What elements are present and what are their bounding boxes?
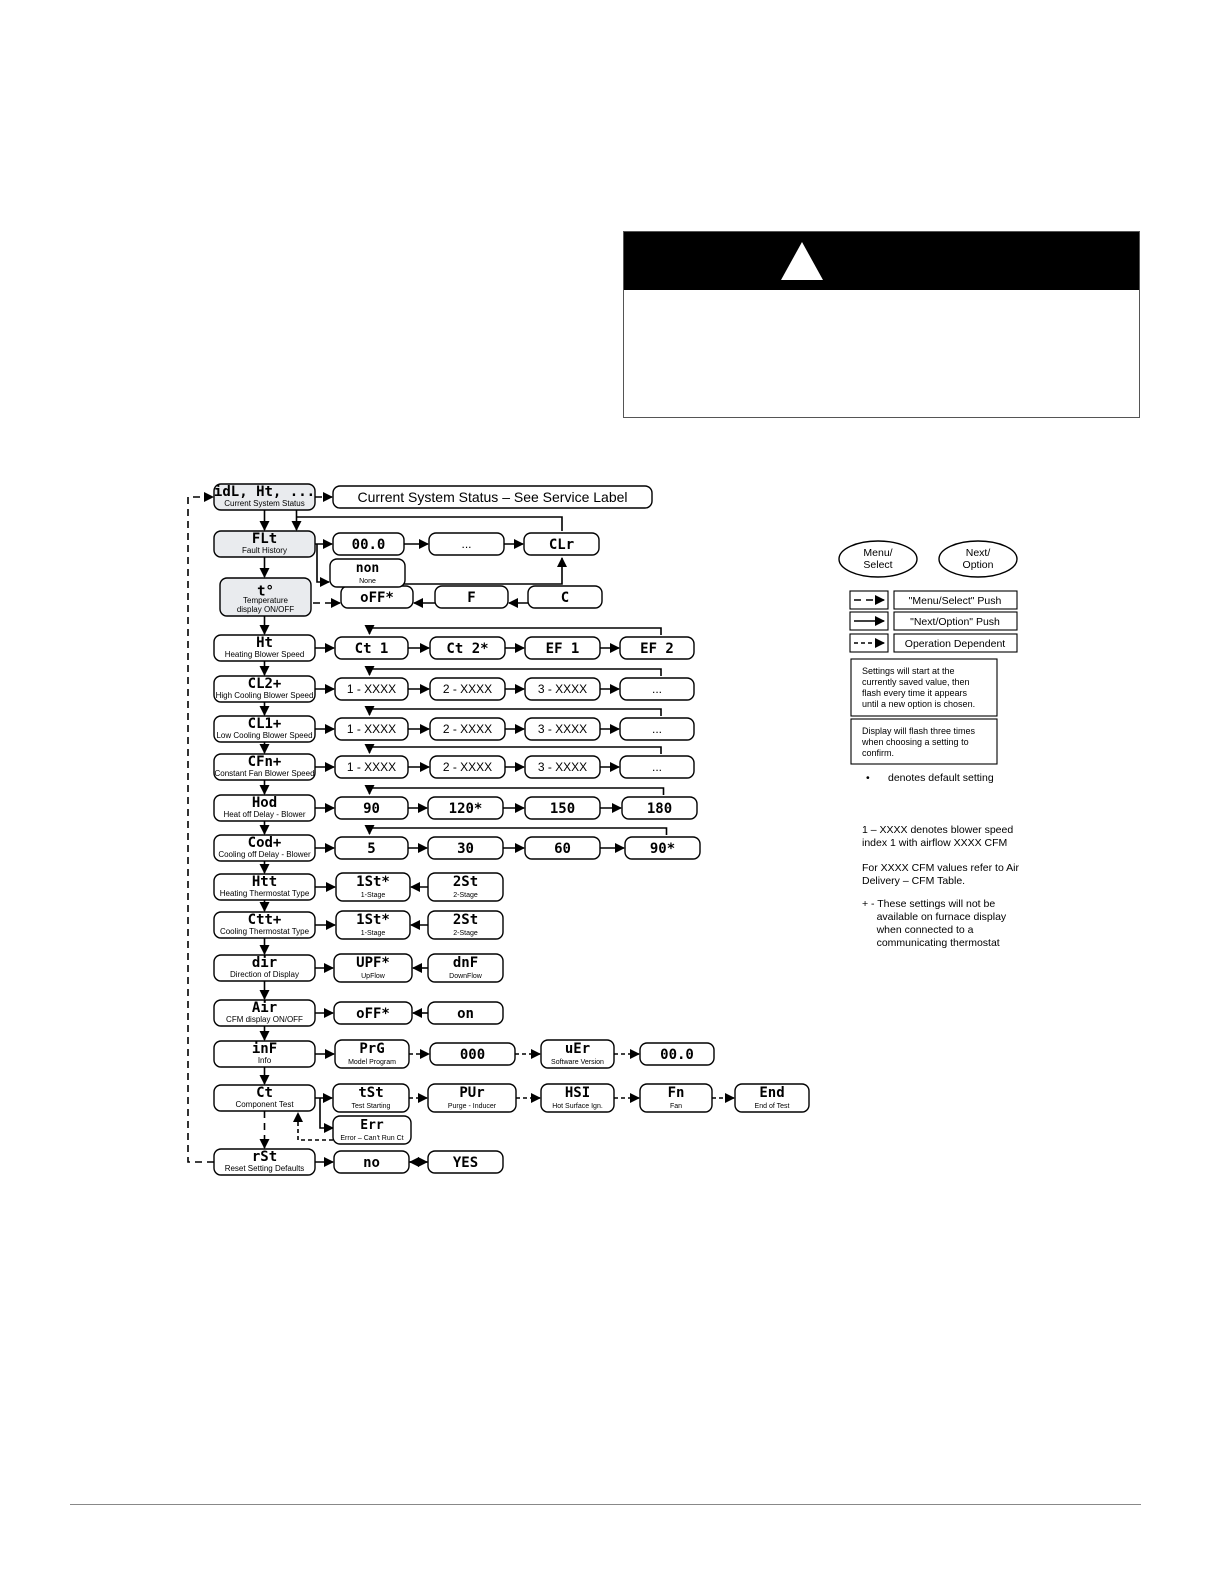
- option-node-r15-c4: [640, 1084, 712, 1112]
- menu-node-12: [214, 955, 315, 981]
- note-flash-saved: [851, 659, 997, 716]
- option-node-r14-c1-code: PrG: [359, 1040, 385, 1057]
- option-node-r11-c2: [428, 911, 503, 939]
- option-node-r13-c2-code: on: [457, 1005, 474, 1022]
- option-node-r14-c4-code: 00.0: [660, 1046, 694, 1063]
- menu-node-11-code: Ctt+: [247, 911, 282, 928]
- option-node-none-code: non: [355, 560, 380, 576]
- flow-arrow: [370, 828, 667, 835]
- legend-dashed: [850, 591, 1017, 609]
- option-node-r3-c2-code: F: [467, 589, 476, 606]
- plus-note: + - These settings will not be: [862, 898, 996, 910]
- option-node-r15-c5-label: End of Test: [754, 1103, 790, 1110]
- option-node-r7-c1-code: 1 - XXXX: [346, 760, 397, 775]
- menu-node-7-code: CFn+: [247, 753, 282, 770]
- next-option-button: [939, 541, 1017, 577]
- option-node-r2-c3: [524, 533, 599, 555]
- menu-node-4-code: Ht: [256, 634, 273, 651]
- menu-node-4-label: Heating Blower Speed: [224, 650, 305, 659]
- option-node-r9-c2-code: 30: [457, 840, 474, 857]
- xxxx-note: index 1 with airflow XXXX CFM: [862, 837, 1008, 849]
- option-node-r15-c5-code: End: [759, 1084, 785, 1101]
- option-node-r1-c1-code: Current System Status – See Service Label: [357, 488, 628, 505]
- cfm-table-note: For XXXX CFM values refer to Air: [862, 862, 1019, 874]
- menu-select-button-label: Select: [863, 559, 893, 571]
- option-node-r13-c2: [428, 1002, 503, 1024]
- option-node-r1-c1: [333, 486, 652, 508]
- note-flash-confirm: [851, 719, 997, 764]
- menu-node-8-code: Hod: [251, 794, 278, 811]
- option-node-r2-c3-code: CLr: [548, 536, 575, 553]
- menu-node-11-label: Cooling Thermostat Type: [219, 927, 310, 936]
- flow-arrow: [320, 1098, 333, 1128]
- plus-note: available on furnace display: [862, 911, 1007, 923]
- menu-node-6-label: Low Cooling Blower Speed: [216, 731, 313, 740]
- flow-arrow: [298, 1113, 333, 1140]
- menu-node-14-label: Info: [257, 1056, 272, 1065]
- option-node-r6-c4: [620, 718, 694, 740]
- flow-arrow: [404, 558, 562, 584]
- option-node-r10-c1-code: 1St*: [356, 873, 390, 890]
- default-note: denotes default setting: [888, 772, 994, 784]
- option-node-r6-c3: [525, 718, 600, 740]
- option-node-r10-c2: [428, 873, 503, 901]
- option-node-r16-c2: [428, 1151, 503, 1173]
- option-node-r8-c2-code: 120*: [448, 800, 483, 817]
- option-node-r9-c2: [428, 837, 503, 859]
- menu-node-3: [220, 578, 311, 616]
- option-node-r5-c4: [620, 678, 694, 700]
- option-node-r13-c1-code: oFF*: [356, 1005, 390, 1022]
- option-node-r15-c1-label: Test Starting: [351, 1103, 391, 1110]
- option-node-r6-c1-code: 1 - XXXX: [346, 722, 397, 737]
- menu-node-6: [214, 716, 315, 742]
- option-node-r8-c3: [525, 797, 600, 819]
- menu-node-4: [214, 635, 315, 661]
- option-node-r3-c2: [435, 586, 508, 608]
- option-node-r15-c2-label: Purge - Inducer: [447, 1103, 497, 1110]
- menu-node-1-label: Current System Status: [224, 499, 305, 508]
- option-node-r3-c1: [341, 586, 413, 608]
- menu-node-9-code: Cod+: [247, 834, 282, 851]
- option-node-r3-c3: [528, 586, 602, 608]
- option-node-r10-c2-code: 2St: [452, 873, 479, 890]
- menu-node-1: [214, 484, 315, 510]
- option-node-r2-c2-code: ...: [461, 537, 472, 552]
- option-node-r5-c3-code: 3 - XXXX: [537, 682, 588, 697]
- menu-node-11: [214, 912, 315, 938]
- menu-node-2-code: FLt: [251, 530, 278, 547]
- option-node-r11-c2-label: 2-Stage: [453, 930, 478, 937]
- option-node-r15-c2-code: PUr: [459, 1084, 485, 1101]
- menu-select-button-label: Menu/: [863, 547, 893, 559]
- flow-arrow: [370, 788, 664, 795]
- option-node-r4-c3: [525, 637, 600, 659]
- option-node-r3-c1-code: oFF*: [360, 589, 394, 606]
- note-flash-saved-line: currently saved value, then: [862, 677, 970, 687]
- option-node-r14-c2: [430, 1043, 515, 1065]
- option-node-error-label: Error – Can't Run Ct: [340, 1135, 404, 1142]
- option-node-r5-c2: [430, 678, 505, 700]
- menu-node-13: [214, 1000, 315, 1026]
- option-node-r8-c4-code: 180: [646, 800, 673, 817]
- option-node-r7-c2: [430, 756, 505, 778]
- legend-solid: [850, 612, 1017, 630]
- option-node-r14-c2-code: 000: [459, 1046, 486, 1063]
- note-flash-confirm-line: Display will flash three times: [862, 726, 976, 736]
- flow-arrow: [370, 747, 662, 754]
- menu-node-10-code: Htt: [251, 873, 278, 890]
- option-node-r11-c1-label: 1-Stage: [360, 930, 386, 937]
- option-node-none: [330, 559, 405, 587]
- option-node-r10-c1: [336, 873, 410, 901]
- option-node-r4-c3-code: EF 1: [545, 640, 580, 657]
- option-node-r9-c1-code: 5: [367, 840, 376, 857]
- option-node-error-code: Err: [360, 1117, 384, 1133]
- option-node-r10-c2-label: 2-Stage: [453, 892, 478, 899]
- option-node-r4-c1: [335, 637, 408, 659]
- option-node-r15-c3-label: Hot Surface Ign.: [552, 1103, 603, 1110]
- option-node-error: [333, 1116, 411, 1144]
- legend-solid-label: "Next/Option" Push: [910, 616, 1000, 628]
- flow-arrow: [297, 517, 563, 531]
- option-node-r12-c1: [334, 954, 412, 982]
- menu-node-13-code: Air: [251, 999, 278, 1016]
- option-node-r7-c3: [525, 756, 600, 778]
- flow-arrow: [317, 544, 329, 582]
- menu-node-14: [214, 1041, 315, 1067]
- option-node-r14-c3: [541, 1040, 614, 1068]
- option-node-r15-c1-code: tSt: [358, 1084, 384, 1101]
- note-flash-confirm-line: when choosing a setting to: [862, 737, 969, 747]
- option-node-r15-c5: [735, 1084, 809, 1112]
- option-node-r2-c1: [333, 533, 404, 555]
- menu-node-13-label: CFM display ON/OFF: [226, 1015, 303, 1024]
- option-node-r5-c4-code: ...: [651, 682, 663, 697]
- option-node-r8-c1-code: 90: [363, 800, 380, 817]
- menu-node-15-label: Component Test: [235, 1100, 294, 1109]
- menu-node-15-code: Ct: [256, 1084, 273, 1101]
- option-node-r7-c1: [335, 756, 408, 778]
- option-node-r6-c1: [335, 718, 408, 740]
- menu-node-9: [214, 835, 315, 861]
- note-flash-saved-line: until a new option is chosen.: [862, 699, 976, 709]
- option-node-r10-c1-label: 1-Stage: [360, 892, 386, 899]
- option-node-r6-c2-code: 2 - XXXX: [442, 722, 493, 737]
- option-node-r15-c3: [541, 1084, 614, 1112]
- menu-node-5-code: CL2+: [247, 675, 282, 692]
- option-node-r5-c1: [335, 678, 408, 700]
- legend-dotted: [850, 634, 1017, 652]
- option-node-r8-c3-code: 150: [549, 800, 576, 817]
- option-node-r5-c1-code: 1 - XXXX: [346, 682, 397, 697]
- option-node-r7-c4-code: ...: [651, 760, 663, 775]
- option-node-r7-c4: [620, 756, 694, 778]
- cfm-table-note: Delivery – CFM Table.: [862, 875, 966, 887]
- menu-select-button: [839, 541, 917, 577]
- note-flash-confirm-line: confirm.: [862, 748, 895, 758]
- menu-node-7: [214, 754, 315, 780]
- option-node-r9-c4-code: 90*: [649, 840, 676, 857]
- option-node-r14-c1: [335, 1040, 409, 1068]
- option-node-r8-c4: [622, 797, 697, 819]
- menu-node-3-label: Temperature: [243, 596, 288, 605]
- option-node-r14-c4: [640, 1043, 714, 1065]
- option-node-r9-c3: [525, 837, 600, 859]
- xxxx-note: 1 – XXXX denotes blower speed: [862, 824, 1014, 836]
- menu-node-8: [214, 795, 315, 821]
- option-node-r15-c3-code: HSI: [564, 1084, 591, 1101]
- option-node-r6-c4-code: ...: [651, 722, 663, 737]
- menu-node-7-label: Constant Fan Blower Speed: [214, 769, 315, 778]
- option-node-r7-c2-code: 2 - XXXX: [442, 760, 493, 775]
- option-node-r9-c4: [625, 837, 700, 859]
- menu-node-5: [214, 676, 315, 702]
- flow-arrow: [370, 669, 662, 676]
- option-node-r11-c1: [336, 911, 410, 939]
- footer-rule: [70, 1504, 1141, 1505]
- menu-node-10: [214, 874, 315, 900]
- option-node-r16-c1: [334, 1151, 409, 1173]
- option-node-r7-c3-code: 3 - XXXX: [537, 760, 588, 775]
- option-node-r16-c1-code: no: [363, 1154, 380, 1171]
- note-flash-saved-line: Settings will start at the: [862, 666, 955, 676]
- next-option-button-label: Next/: [965, 547, 991, 559]
- plus-note: when connected to a: [862, 924, 974, 936]
- next-option-button-label: Option: [962, 559, 994, 571]
- option-node-r4-c4: [620, 637, 694, 659]
- menu-node-16-code: rSt: [251, 1148, 278, 1165]
- menu-node-8-label: Heat off Delay - Blower: [223, 810, 306, 819]
- option-node-r4-c1-code: Ct 1: [354, 640, 389, 657]
- flow-arrow: [370, 709, 662, 716]
- option-node-r5-c2-code: 2 - XXXX: [442, 682, 493, 697]
- option-node-r4-c2-code: Ct 2*: [446, 640, 489, 657]
- option-node-r15-c4-label: Fan: [669, 1103, 683, 1110]
- menu-node-14-code: inF: [251, 1040, 278, 1057]
- flow-arrow: [370, 628, 662, 635]
- option-node-r14-c1-label: Model Program: [348, 1059, 396, 1066]
- option-node-r11-c1-code: 1St*: [356, 911, 390, 928]
- option-node-r16-c2-code: YES: [452, 1154, 479, 1171]
- menu-node-5-label: High Cooling Blower Speed: [215, 691, 314, 700]
- option-node-r15-c1: [333, 1084, 409, 1112]
- option-node-r6-c2: [430, 718, 505, 740]
- option-node-r9-c3-code: 60: [554, 840, 571, 857]
- option-node-r4-c2: [430, 637, 505, 659]
- menu-node-10-label: Heating Thermostat Type: [219, 889, 310, 898]
- menu-node-6-code: CL1+: [247, 715, 282, 732]
- option-node-r13-c1: [334, 1002, 412, 1024]
- flow-arrow: [188, 497, 214, 1162]
- legend-dotted-label: Operation Dependent: [904, 638, 1006, 650]
- menu-node-2-label: Fault History: [242, 546, 287, 555]
- option-node-r12-c1-label: UpFlow: [361, 973, 385, 980]
- option-node-r12-c2-label: DownFlow: [449, 973, 482, 980]
- menu-node-1-code: idL, Ht, ...: [213, 483, 316, 500]
- option-node-r6-c3-code: 3 - XXXX: [537, 722, 588, 737]
- option-node-r8-c2: [428, 797, 503, 819]
- option-node-none-label: None: [359, 578, 376, 585]
- menu-node-2: [214, 531, 315, 557]
- menu-node-15: [214, 1085, 315, 1111]
- option-node-r12-c2-code: dnF: [452, 954, 479, 971]
- option-node-r4-c4-code: EF 2: [640, 640, 674, 657]
- menu-node-3-label: display ON/OFF: [236, 605, 295, 614]
- option-node-r15-c2: [428, 1084, 516, 1112]
- menu-node-3-code: t°: [257, 583, 274, 600]
- option-node-r9-c1: [335, 837, 408, 859]
- menu-node-16-label: Reset Setting Defaults: [224, 1164, 305, 1173]
- option-node-r12-c2: [428, 954, 503, 982]
- plus-note: communicating thermostat: [862, 937, 1000, 949]
- option-node-r14-c3-label: Software Version: [551, 1059, 604, 1066]
- option-node-r2-c2: [429, 533, 504, 555]
- menu-node-9-label: Cooling off Delay - Blower: [218, 850, 311, 859]
- default-marker: •: [866, 772, 870, 784]
- menu-node-16: [214, 1149, 315, 1175]
- option-node-r14-c3-code: uEr: [564, 1040, 591, 1057]
- option-node-r15-c4-code: Fn: [667, 1084, 685, 1101]
- menu-node-12-code: dir: [251, 954, 278, 971]
- option-node-r3-c3-code: C: [560, 589, 570, 606]
- option-node-r11-c2-code: 2St: [452, 911, 479, 928]
- option-node-r2-c1-code: 00.0: [351, 536, 386, 553]
- option-node-r5-c3: [525, 678, 600, 700]
- legend-dashed-label: "Menu/Select" Push: [908, 595, 1002, 607]
- option-node-r12-c1-code: UPF*: [356, 954, 390, 971]
- note-flash-saved-line: flash every time it appears: [862, 688, 968, 698]
- menu-node-12-label: Direction of Display: [230, 970, 299, 979]
- option-node-r8-c1: [335, 797, 408, 819]
